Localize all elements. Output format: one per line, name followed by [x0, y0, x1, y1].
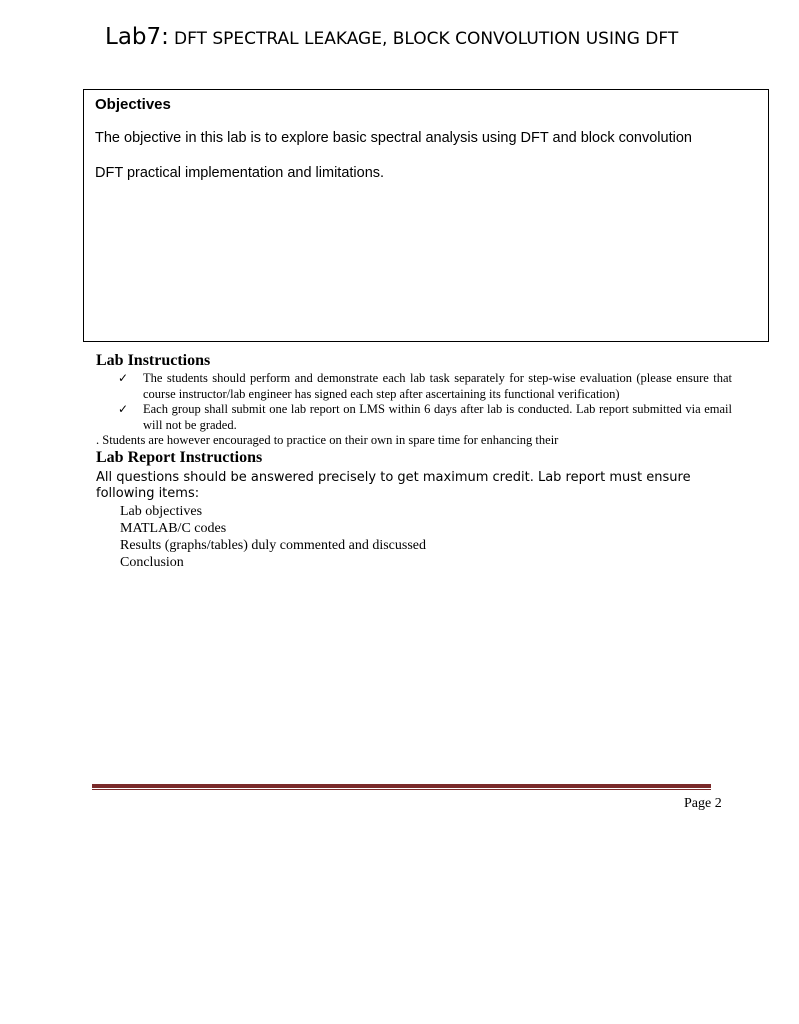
report-items-list — [120, 503, 426, 571]
lab-instructions-heading: Lab Instructions — [96, 352, 211, 369]
instruction-text: Each group shall submit one lab report on LMS within 6 days after lab is conducted. Lab report submitted via email will not be graded. — [143, 402, 732, 432]
lab-number: Lab7: — [105, 24, 169, 50]
lab-report-instructions-heading: Lab Report Instructions — [96, 449, 263, 466]
students-note: . Students are however encouraged to practice on their own in spare time for enhancing their — [96, 433, 559, 447]
lab-subtitle: DFT SPECTRAL LEAKAGE, BLOCK CONVOLUTION USING DFT — [173, 29, 679, 49]
instruction-item — [118, 402, 732, 433]
footer-divider — [92, 784, 711, 788]
checkmark-icon: ✓ — [118, 402, 129, 416]
instruction-text: The students should perform and demonstrate each lab task separately for step-wise evaluation (please ensure that course instructor/lab engineer has signed each step after ascertaining its functional verification) — [143, 371, 732, 401]
list-item: Results (graphs/tables) duly commented and discussed — [120, 538, 426, 553]
objectives-text-line-2: DFT practical implementation and limitations. — [95, 165, 385, 181]
objectives-heading: Objectives — [95, 96, 171, 113]
instruction-item — [118, 371, 732, 402]
checkmark-icon: ✓ — [118, 371, 129, 385]
page-number: Page 2 — [684, 796, 722, 811]
footer-divider-thin — [92, 789, 711, 790]
list-item: Lab objectives — [120, 504, 203, 519]
objectives-text-line-1: The objective in this lab is to explore basic spectral analysis using DFT and block convolution — [95, 130, 692, 146]
document-title — [105, 24, 678, 50]
list-item: MATLAB/C codes — [120, 521, 227, 536]
objectives-box — [83, 89, 769, 342]
list-item: Conclusion — [120, 555, 184, 570]
lab-report-instructions-text: All questions should be answered precisely to get maximum credit. Lab report must ensure following items: — [96, 470, 691, 501]
